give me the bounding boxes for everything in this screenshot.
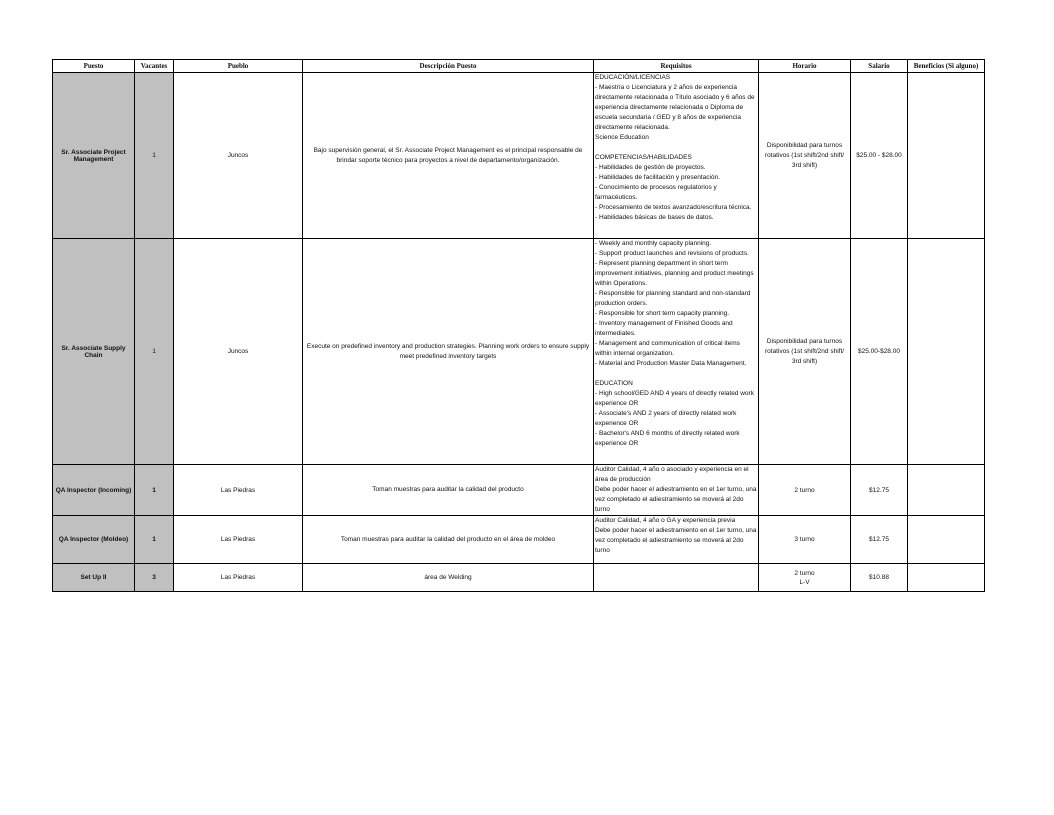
req-line: Science Education: [595, 134, 649, 141]
req-line: - Support product launches and revisions of products.: [595, 250, 749, 257]
req-line: - Weekly and monthly capacity planning.: [595, 240, 712, 247]
cell-beneficios: [908, 465, 985, 516]
cell-horario: Disponibilidad para turnos rotativos (1st shift/2nd shift/ 3rd shift): [759, 73, 851, 239]
req-line: - Maestría o Licenciatura y 2 años de experiencia directamente relacionada o Título asociado y 6 años de experiencia directamente relacionada o Diploma de escuela secundaria / GED y 8 años de experiencia directamente relacionada.: [595, 84, 755, 131]
req-line: - Responsible for short term capacity planning.: [595, 310, 730, 317]
cell-salario: $12.75: [851, 465, 908, 516]
cell-horario: 3 turno: [759, 516, 851, 564]
header-puesto: Puesto: [53, 60, 135, 73]
cell-vacantes: 1: [135, 73, 174, 239]
header-salario: Salario: [851, 60, 908, 73]
cell-descripcion: [303, 516, 594, 564]
req-line: Debe poder hacer el adiestramiento en el 1er turno, una vez completado el adiestramiento se moverá al 2do turno: [595, 527, 757, 554]
cell-beneficios: [908, 516, 985, 564]
cell-vacantes: 1: [135, 465, 174, 516]
cell-requisitos: [594, 516, 759, 564]
descripcion-text: área de Welding: [424, 573, 472, 581]
req-line: Debe poder hacer el adiestramiento en el 1er turno, una vez completado el adiestramiento se moverá al 2do turno: [595, 486, 757, 513]
cell-vacantes: 1: [135, 516, 174, 564]
horario-line: 2 turno: [794, 569, 815, 577]
table-row: [53, 73, 985, 239]
cell-pueblo: Juncos: [174, 239, 303, 465]
cell-descripcion: [303, 465, 594, 516]
cell-horario: [759, 564, 851, 592]
table-row: [53, 239, 985, 465]
cell-horario: Disponibilidad para turnos rotativos (1st shift/2nd shift/ 3rd shift): [759, 239, 851, 465]
cell-puesto: Set Up II: [53, 564, 135, 592]
cell-beneficios: [908, 239, 985, 465]
cell-pueblo: Las Piedras: [174, 465, 303, 516]
req-line: - Responsible for planning standard and non-standard production orders.: [595, 290, 751, 307]
cell-salario: $12.75: [851, 516, 908, 564]
header-requisitos: Requisitos: [594, 60, 759, 73]
cell-salario: $10.88: [851, 564, 908, 592]
cell-salario: $25.00 - $28.00: [851, 73, 908, 239]
header-descripcion: Descripción Puesto: [303, 60, 594, 73]
header-row: [53, 60, 985, 73]
req-line: - Habilidades de facilitación y presentación.: [595, 174, 721, 181]
req-line: - Conocimiento de procesos regulatorios y farmacéuticos.: [595, 184, 717, 201]
req-spacer: [595, 143, 757, 153]
req-spacer: [595, 369, 757, 379]
req-line: - Bachelor's AND 6 months of directly related work experience OR: [595, 430, 740, 447]
header-pueblo: Pueblo: [174, 60, 303, 73]
cell-horario: 2 turno: [759, 465, 851, 516]
table-row: [53, 564, 985, 592]
req-line: - Habilidades de gestión de proyectos.: [595, 164, 706, 171]
req-line: - Material and Production Master Data Management.: [595, 360, 747, 367]
cell-beneficios: [908, 73, 985, 239]
header-horario: Horario: [759, 60, 851, 73]
req-line: - Habilidades básicas de bases de datos.: [595, 214, 714, 221]
cell-requisitos: [594, 465, 759, 516]
cell-puesto: QA Inspector (Incoming): [53, 465, 135, 516]
cell-beneficios: [908, 564, 985, 592]
cell-descripcion: [303, 564, 594, 592]
cell-salario: $25.00-$28.00: [851, 239, 908, 465]
req-line: EDUCATION: [595, 380, 633, 387]
cell-vacantes: 3: [135, 564, 174, 592]
cell-descripcion: [303, 239, 594, 465]
req-line: - Management and communication of critical items within internal organization.: [595, 340, 740, 357]
cell-puesto: QA Inspector (Moldeo): [53, 516, 135, 564]
cell-puesto: Sr. Associate Supply Chain: [53, 239, 135, 465]
descripcion-text: Toman muestras para auditar la calidad del producto en el área de moldeo: [340, 535, 556, 543]
cell-requisitos: [594, 73, 759, 239]
cell-vacantes: 1: [135, 239, 174, 465]
cell-pueblo: Las Piedras: [174, 564, 303, 592]
req-line: COMPETENCIAS/HABILIDADES: [595, 154, 692, 161]
header-beneficios: Beneficios (Si alguno): [908, 60, 985, 73]
cell-requisitos: [594, 564, 759, 592]
cell-puesto: Sr. Associate Project Management: [53, 73, 135, 239]
req-line: Auditor Calidad, 4 año o asociado y experiencia en el área de producción: [595, 466, 749, 483]
req-line: - Associate's AND 2 years of directly related work experience OR: [595, 410, 737, 427]
descripcion-text: Toman muestras para auditar la calidad del producto: [372, 486, 524, 493]
req-line: - Inventory management of Finished Goods and intermediates.: [595, 320, 733, 337]
cell-descripcion: [303, 73, 594, 239]
cell-pueblo: Juncos: [174, 73, 303, 239]
table-row: [53, 516, 985, 564]
horario-line: L-V: [799, 578, 810, 586]
table-row: [53, 465, 985, 516]
descripcion-text: Bajo supervisión general, el Sr. Associate Project Management es el principal responsable de brindar soporte técnico para proyectos a nivel de departamento/organización.: [313, 146, 583, 164]
req-line: - High school/GED AND 4 years of directly related work experience OR: [595, 390, 754, 407]
req-line: EDUCACIÓN/LICENCIAS: [595, 74, 671, 81]
descripcion-text: Execute on predefined inventory and production strategies. Planning work orders to ensure supply meet predefined inventory targets: [306, 342, 590, 360]
job-openings-table: [52, 59, 985, 592]
cell-pueblo: Las Piedras: [174, 516, 303, 564]
cell-requisitos: [594, 239, 759, 465]
req-line: Auditor Calidad, 4 año o GA y experiencia previa: [595, 517, 736, 524]
req-line: - Represent planning department in short term improvement initiatives, planning and product meetings within Operations.: [595, 260, 754, 287]
req-line: - Procesamiento de textos avanzado/escritura técnica.: [595, 204, 752, 211]
header-vacantes: Vacantes: [135, 60, 174, 73]
